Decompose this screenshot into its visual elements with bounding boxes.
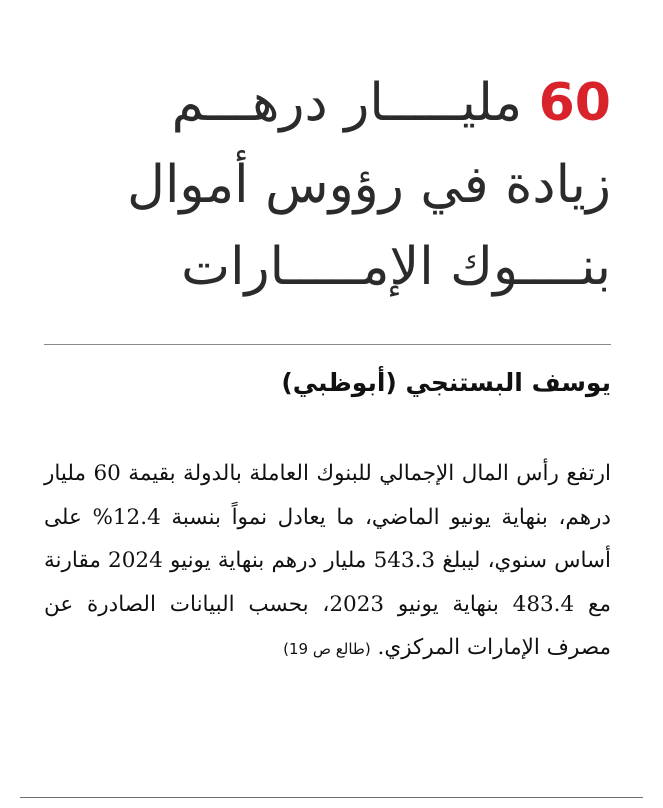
divider-bottom	[20, 797, 643, 798]
headline-line-1-text: مليـــــار درهـــم	[171, 73, 539, 133]
headline	[40, 62, 611, 308]
article-paragraph: ارتفع رأس المال الإجمالي للبنوك العاملة بالدولة بقيمة 60 مليار درهم، بنهاية يونيو الماضي، ما يعادل نمواً بنسبة 12.4% على أساس سنوي، ليبلغ 543.3 مليار درهم بنهاية يونيو 2024 مقارنة مع 483.4 بنهاية يونيو 2023، بحسب البيانات الصادرة عن مصرف الإمارات المركزي.	[44, 461, 611, 660]
byline: يوسف البستنجي (أبوظبي)	[281, 368, 611, 397]
page-reference: (طالع ص 19)	[283, 640, 371, 658]
headline-line-3: بنــــوك الإمـــــارات	[181, 237, 611, 297]
article-body	[44, 452, 611, 672]
divider-top	[44, 344, 611, 345]
headline-line-2: زيادة في رؤوس أموال	[127, 155, 611, 215]
headline-number: 60	[538, 73, 611, 133]
headline-line-1	[40, 62, 611, 144]
